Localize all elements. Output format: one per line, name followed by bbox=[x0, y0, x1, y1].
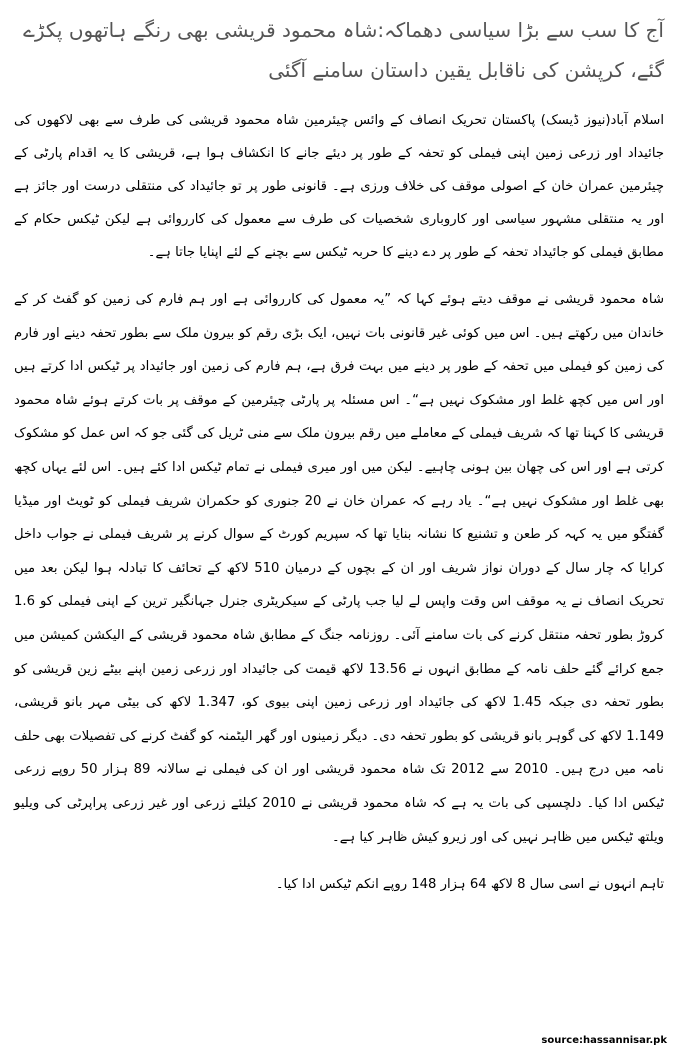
source-credit: source:hassannisar.pk bbox=[541, 1035, 667, 1046]
article-paragraph-2: شاہ محمود قریشی نے موقف دیتے ہوئے کہا کہ ”یہ معمول کی کارروائی ہے اور ہم فارم کی زمین کو گفٹ کر کے خاندان میں رکھتے ہیں۔ اس میں کوئی غیر قانونی بات نہیں، ایک بڑی رقم کو بیرون ملک سے بطور تحفہ دینے اور فارم کی زمین کو فیملی میں تحفہ کے طور پر دینے میں بہت فرق ہے، ہم فارم کی زمین اور جائیداد پر ٹیکس ادا کرتے ہیں اور اس میں کچھ غلط اور مشکوک نہیں ہے“۔ اس مسئلہ پر پارٹی چیئرمین کے موقف پر بات کرتے ہوئے شاہ محمود قریشی کا کہنا تھا کہ شریف فیملی کے معاملے میں رقم بیرون ملک سے منی ٹریل کی گئی جو کہ اس عمل کو مشکوک کرتی ہے اور اس کی چھان بین ہونی چاہیے۔ لیکن میں اور میری فیملی نے تمام ٹیکس ادا کئے ہیں۔ اس لئے یہاں کچھ بھی غلط اور مشکوک نہیں ہے“۔ یاد رہے کہ عمران خان نے 20 جنوری کو حکمران شریف فیملی کو ٹویٹ اور میڈیا گفتگو میں یہ کہہ کر طعن و تشنیع کا نشانہ بنایا تھا کہ سپریم کورٹ کے سوال کرنے پر شریف فیملی نے جواب داخل کرایا کہ چار سال کے دوران نواز شریف اور ان کے بچوں کے درمیان 510 لاکھ کے تحائف کا تبادلہ ہوا لیکن بعد میں تحریک انصاف نے یہ موقف اس وقت واپس لے لیا جب پارٹی کے سیکریٹری جنرل جہانگیر ترین کے اپنی فیملی کو 1.6 کروڑ بطور تحفہ منتقل کرنے کی بات سامنے آئی۔ روزنامہ جنگ کے مطابق شاہ محمود قریشی کے الیکشن کمیشن میں جمع کرائے گئے حلف نامہ کے مطابق انہوں نے 13.56 لاکھ قیمت کی جائیداد اور زرعی زمین اپنے بیٹے زین قریشی کو بطور تحفہ دی جبکہ 1.45 لاکھ کی جائیداد اور زرعی زمین اپنی بیوی کو، 1.347 لاکھ کی بیٹی مہر بانو قریشی، 1.149 لاکھ کی گوہر بانو قریشی کو بطور تحفہ دی۔ دیگر زمینوں اور گھر الیٹمنہ کو گفٹ کرنے کی تفصیلات بھی حلف نامہ میں درج ہیں۔ 2010 سے 2012 تک شاہ محمود قریشی اور ان کی فیملی نے سالانہ 89 ہزار 50 روپے زرعی ٹیکس ادا کیا۔ دلچسپی کی بات یہ ہے کہ شاہ محمود قریشی نے 2010 کیلئے زرعی اور غیر زرعی پراپرٹی کی ویلیو ویلتھ ٹیکس میں ظاہر نہیں کی اور زیرو کیش ظاہر کیا ہے۔ bbox=[14, 292, 665, 845]
article-paragraph-1: اسلام آباد(نیوز ڈیسک) پاکستان تحریک انصاف کے وائس چیئرمین شاہ محمود قریشی کی طرف سے بھی لاکھوں کی جائیداد اور زرعی زمین اپنی فیملی کو تحفہ کے طور پر دیئے جانے کا انکشاف ہوا ہے، قریشی کا یہ اقدام پارٹی کے چیئرمین عمران خان کے اصولی موقف کی خلاف ورزی ہے۔ قانونی طور پر تو جائیداد کی منتقلی درست اور جائز ہے اور یہ منتقلی مشہور سیاسی اور کاروباری شخصیات کی طرف سے معمول کی کارروائی ہے لیکن ٹیکس حکام کے مطابق فیملی کو جائیداد تحفہ کے طور پر دے دینے کا حربہ ٹیکس سے بچنے کے لئے اپنایا جاتا ہے۔ bbox=[14, 113, 664, 260]
article bbox=[14, 10, 664, 1040]
article-paragraph-3: تاہم انہوں نے اسی سال 8 لاکھ 64 ہزار 148 روپے انکم ٹیکس ادا کیا۔ bbox=[275, 877, 664, 893]
article-headline: آج کا سب سے بڑا سیاسی دھماکہ:شاہ محمود قریشی بھی رنگے ہاتھوں پکڑے گئے، کرپشن کی ناقابل یقین داستان سامنے آگئی bbox=[23, 18, 664, 82]
